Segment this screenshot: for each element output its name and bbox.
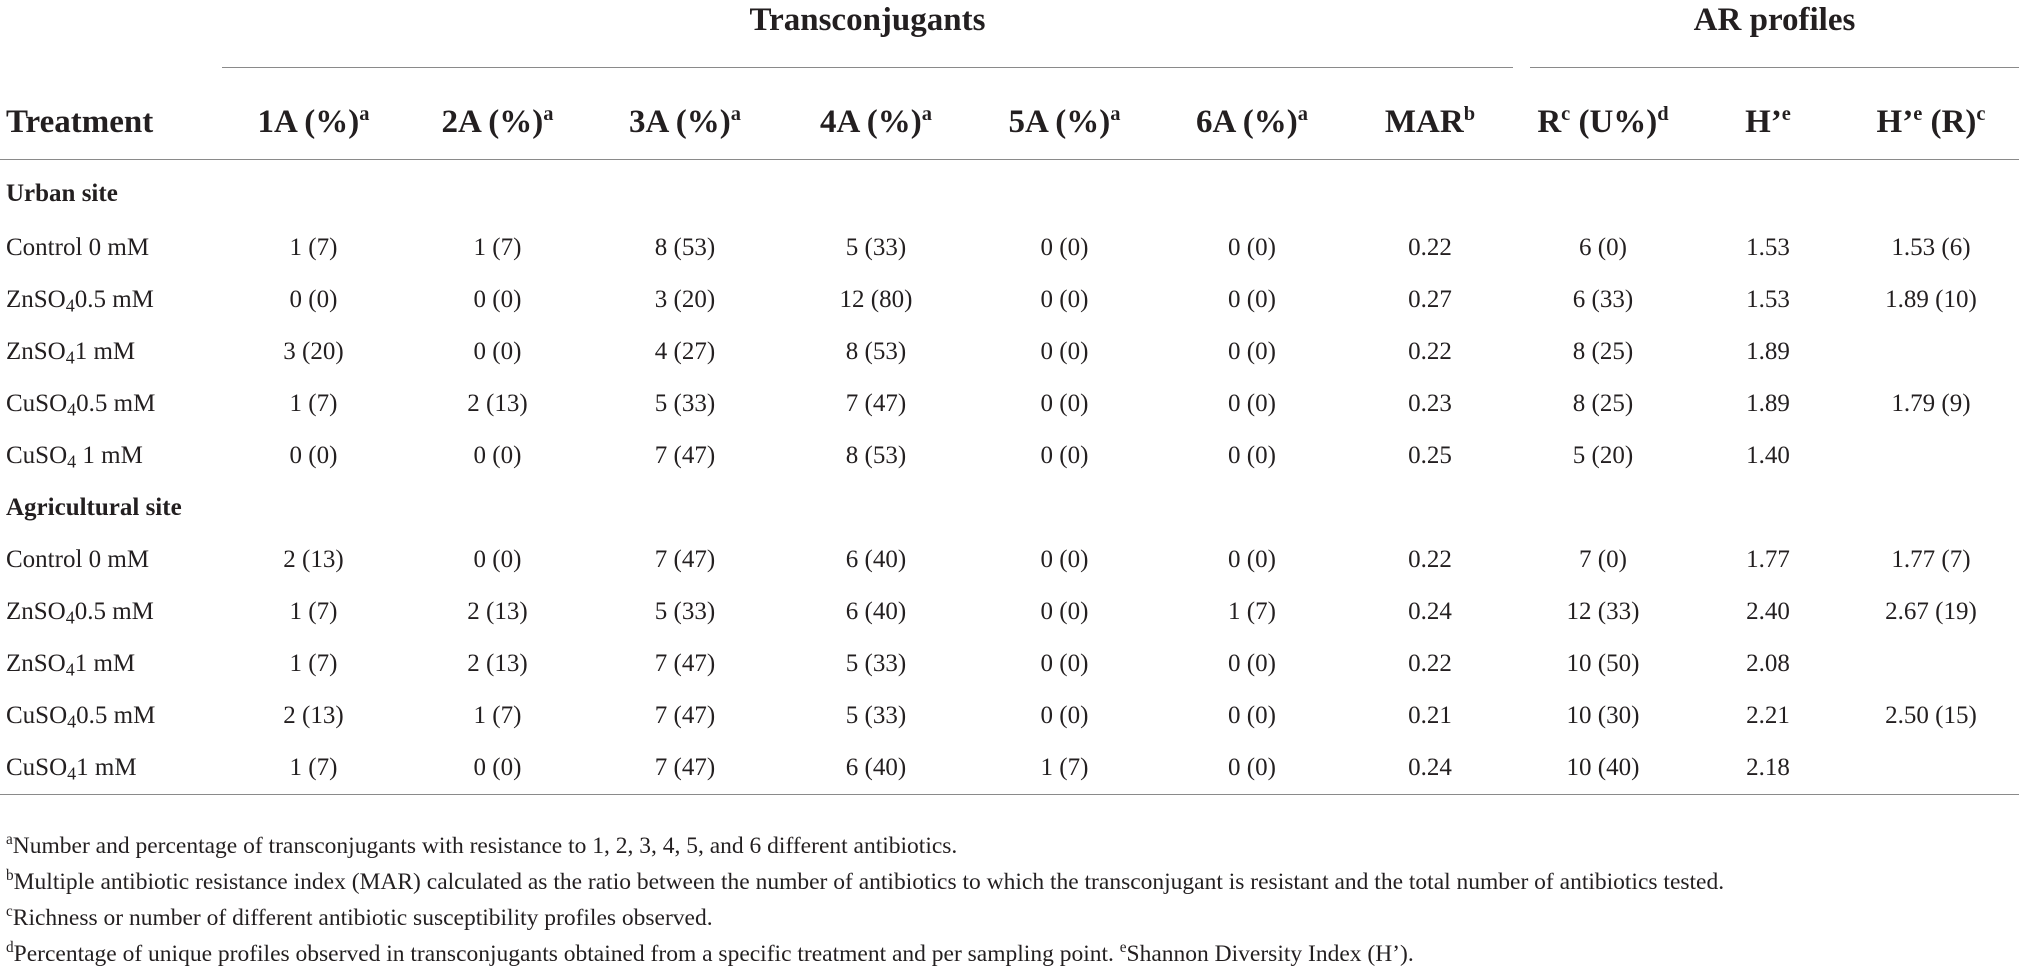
data-cell: 0.23	[1408, 390, 1452, 417]
data-cell: 1 (7)	[1228, 598, 1276, 625]
table-row	[0, 690, 2019, 742]
data-cell: 1 (7)	[972, 742, 1157, 795]
data-cell: 0 (0)	[473, 286, 522, 313]
treatment-label-subscript: 4	[65, 659, 75, 680]
data-cell: 7 (47)	[845, 390, 907, 417]
treatment-cell	[0, 326, 222, 378]
treatment-label-concentration: 0.5 mM	[76, 390, 156, 417]
data-cell: 7 (47)	[654, 650, 716, 677]
data-cell: 7 (47)	[654, 546, 716, 573]
data-cell: 0.22	[1408, 338, 1452, 365]
treatment-cell	[0, 274, 222, 326]
treatment-label: ZnSO	[6, 338, 66, 365]
data-cell: 0.22	[1408, 546, 1452, 573]
data-cell: 8 (53)	[654, 234, 716, 261]
col-6a: 6A (%)$^a$	[1157, 85, 1347, 160]
treatment-label: Control 0 mM	[6, 234, 150, 261]
treatment-cell	[0, 534, 222, 586]
data-cell: 0.21	[1408, 702, 1452, 729]
data-cell: 0 (0)	[1040, 234, 1089, 261]
col-5a: 5A (%)$^a$	[972, 85, 1157, 160]
data-cell: 5 (33)	[845, 702, 907, 729]
treatment-cell	[0, 222, 222, 274]
data-cell: 0 (0)	[289, 442, 338, 469]
data-cell	[1843, 742, 2019, 795]
section-title: Agricultural site	[6, 494, 182, 521]
data-cell: 0 (0)	[473, 546, 522, 573]
treatment-label: ZnSO	[6, 598, 66, 625]
data-cell: 1.89 (10)	[1885, 286, 1977, 313]
footnote-a: $^a$Number and percentage of transconjugants with resistance to 1, 2, 3, 4, 5, and 6 different antibiotics.	[6, 831, 958, 859]
col-3a: 3A (%)$^a$	[590, 85, 780, 160]
data-cell: 0 (0)	[1040, 338, 1089, 365]
treatment-label: Control 0 mM	[6, 546, 150, 573]
data-cell: 0 (0)	[1040, 702, 1089, 729]
data-cell: 0.22	[1408, 650, 1452, 677]
treatment-cell	[0, 638, 222, 690]
data-cell	[1843, 430, 2019, 482]
data-cell: 1.77	[1746, 546, 1790, 573]
data-cell: 0 (0)	[1228, 650, 1276, 677]
footnote-c: $^c$Richness or number of different antibiotic susceptibility profiles observed.	[6, 903, 713, 931]
ar-profiles-header-rule	[1530, 67, 2019, 68]
data-cell: 0.27	[1408, 286, 1452, 313]
data-cell: 0 (0)	[1228, 442, 1276, 469]
data-cell: 6 (33)	[1572, 286, 1634, 313]
table-row	[0, 222, 2019, 274]
table-body	[0, 160, 2019, 795]
treatment-cell	[0, 742, 222, 795]
data-cell: 2.40	[1746, 598, 1790, 625]
data-cell: 7 (47)	[590, 742, 780, 795]
data-cell: 0 (0)	[1228, 390, 1276, 417]
treatment-label-subscript: 4	[67, 763, 77, 784]
data-cell: 0 (0)	[1228, 286, 1276, 313]
data-cell: 0 (0)	[1228, 338, 1276, 365]
data-cell: 5 (20)	[1572, 442, 1634, 469]
data-cell: 1.79 (9)	[1891, 390, 1971, 417]
data-cell: 5 (33)	[845, 650, 907, 677]
treatment-label-concentration: 0.5 mM	[74, 598, 154, 625]
table-row	[0, 326, 2019, 378]
table-row	[0, 274, 2019, 326]
treatment-label-concentration: 0.5 mM	[74, 286, 154, 313]
data-cell: 2 (13)	[283, 702, 344, 729]
data-cell: 1 (7)	[289, 598, 338, 625]
data-cell: 0.25	[1408, 442, 1452, 469]
transconjugants-header-rule	[222, 67, 1513, 68]
treatment-label-concentration: 1 mM	[76, 442, 143, 469]
data-cell: 6 (40)	[845, 598, 907, 625]
data-cell: 2 (13)	[467, 598, 528, 625]
data-cell: 12 (33)	[1566, 598, 1640, 625]
data-cell: 0 (0)	[289, 286, 338, 313]
data-cell	[1843, 638, 2019, 690]
data-cell: 0 (0)	[1157, 742, 1347, 795]
data-cell: 1 (7)	[289, 234, 338, 261]
col-shannon: H’$^e$	[1693, 85, 1843, 160]
treatment-cell	[0, 690, 222, 742]
table-row	[0, 638, 2019, 690]
treatment-label-subscript: 4	[65, 295, 75, 316]
data-cell: 1.77 (7)	[1891, 546, 1971, 573]
treatment-label-subscript: 4	[67, 451, 77, 472]
section-header-row	[0, 482, 2019, 534]
data-cell: 0 (0)	[405, 742, 590, 795]
data-cell: 5 (33)	[654, 390, 716, 417]
treatment-label: CuSO	[6, 390, 68, 417]
data-cell: 2.18	[1693, 742, 1843, 795]
data-cell: 6 (40)	[845, 546, 907, 573]
table-row	[0, 586, 2019, 638]
section-header-row	[0, 160, 2019, 223]
col-mar: MAR$^b$	[1347, 85, 1513, 160]
data-cell: 0 (0)	[1228, 702, 1276, 729]
data-cell: 0.22	[1408, 234, 1452, 261]
treatment-cell	[0, 586, 222, 638]
data-cell: 1.89	[1746, 338, 1790, 365]
data-cell: 5 (33)	[654, 598, 716, 625]
table-row	[0, 430, 2019, 482]
column-header-row	[0, 85, 2019, 160]
treatment-cell	[0, 430, 222, 482]
data-cell: 4 (27)	[654, 338, 716, 365]
treatment-label-subscript: 4	[67, 399, 77, 420]
data-cell: 0 (0)	[1040, 442, 1089, 469]
transconjugants-group-header: Transconjugants	[749, 2, 986, 38]
data-cell: 7 (47)	[654, 442, 716, 469]
data-cell: 8 (25)	[1572, 338, 1634, 365]
data-cell: 0 (0)	[1040, 286, 1089, 313]
data-cell: 1.53	[1746, 286, 1790, 313]
treatment-label-subscript: 4	[65, 607, 75, 628]
table-row	[0, 742, 2019, 795]
treatment-label-subscript: 4	[65, 347, 75, 368]
data-cell: 2.21	[1746, 702, 1790, 729]
table-row	[0, 534, 2019, 586]
data-cell: 6 (0)	[1579, 234, 1627, 261]
treatment-label-subscript: 4	[67, 711, 77, 732]
data-cell: 5 (33)	[845, 234, 907, 261]
data-cell: 0 (0)	[473, 338, 522, 365]
section-title: Urban site	[6, 180, 118, 207]
results-table	[0, 85, 2019, 795]
data-cell: 2.50 (15)	[1885, 702, 1977, 729]
data-cell: 1.40	[1746, 442, 1790, 469]
footnote-b: $^b$Multiple antibiotic resistance index (MAR) calculated as the ratio between the number of antibiotics to which the transconjugant is resistant and the total number of antibiotics tested.	[6, 867, 1725, 895]
treatment-label-concentration: 1 mM	[74, 338, 136, 365]
data-cell: 0 (0)	[1228, 234, 1276, 261]
col-richness: $R^c$ $(U\%)^d$	[1513, 85, 1693, 160]
data-cell: 0.24	[1347, 742, 1513, 795]
data-cell: 7 (0)	[1579, 546, 1627, 573]
treatment-label: CuSO	[6, 754, 68, 781]
data-cell: 1 (7)	[473, 702, 522, 729]
data-cell: 0 (0)	[1228, 546, 1276, 573]
treatment-label-concentration: 1 mM	[74, 650, 136, 677]
data-cell: 3 (20)	[654, 286, 716, 313]
footnote-d-e: $^d$Percentage of unique profiles observed in transconjugants obtained from a specific treatment and per sampling point. $^e$Shannon Diversity Index (H’).	[6, 939, 1414, 967]
data-cell: 1 (7)	[473, 234, 522, 261]
data-cell: 2.67 (19)	[1885, 598, 1977, 625]
footnotes	[6, 828, 2011, 972]
treatment-label-concentration: 1 mM	[76, 754, 137, 781]
data-cell: 1.89	[1746, 390, 1790, 417]
data-cell: 1.53 (6)	[1891, 234, 1971, 261]
data-cell: 2 (13)	[467, 390, 528, 417]
data-cell: 6 (40)	[780, 742, 972, 795]
treatment-cell	[0, 378, 222, 430]
data-cell: 10 (40)	[1513, 742, 1693, 795]
ar-profiles-group-header: AR profiles	[1693, 2, 1856, 38]
col-4a: 4A (%)$^a$	[780, 85, 972, 160]
data-cell: 1 (7)	[289, 650, 338, 677]
data-cell: 1 (7)	[289, 390, 338, 417]
col-1a: 1A (%)$^a$	[222, 85, 405, 160]
data-cell: 0.24	[1408, 598, 1452, 625]
data-cell: 0 (0)	[1040, 546, 1089, 573]
treatment-label: ZnSO	[6, 650, 66, 677]
treatment-label: ZnSO	[6, 286, 66, 313]
data-cell: 8 (53)	[845, 442, 907, 469]
data-cell: 7 (47)	[654, 702, 716, 729]
col-shannon-richness: H’$^e$ $(R)^c$	[1843, 85, 2019, 160]
data-cell: 0 (0)	[1040, 390, 1089, 417]
data-cell: 2.08	[1746, 650, 1790, 677]
data-cell: 2 (13)	[283, 546, 344, 573]
col-2a: 2A (%)$^a$	[405, 85, 590, 160]
data-cell: 0 (0)	[1040, 598, 1089, 625]
data-cell: 8 (25)	[1572, 390, 1634, 417]
data-cell: 0 (0)	[1040, 650, 1089, 677]
data-cell: 3 (20)	[283, 338, 344, 365]
data-cell	[1843, 326, 2019, 378]
data-cell: 2 (13)	[467, 650, 528, 677]
data-cell: 12 (80)	[839, 286, 913, 313]
col-treatment: Treatment	[0, 85, 222, 160]
data-cell: 1.53	[1746, 234, 1790, 261]
treatment-label: CuSO	[6, 702, 68, 729]
treatment-label-concentration: 0.5 mM	[76, 702, 156, 729]
table-row	[0, 378, 2019, 430]
data-cell: 10 (50)	[1566, 650, 1640, 677]
data-cell: 10 (30)	[1566, 702, 1640, 729]
data-cell: 1 (7)	[222, 742, 405, 795]
data-cell: 8 (53)	[845, 338, 907, 365]
data-cell: 0 (0)	[473, 442, 522, 469]
treatment-label: CuSO	[6, 442, 68, 469]
